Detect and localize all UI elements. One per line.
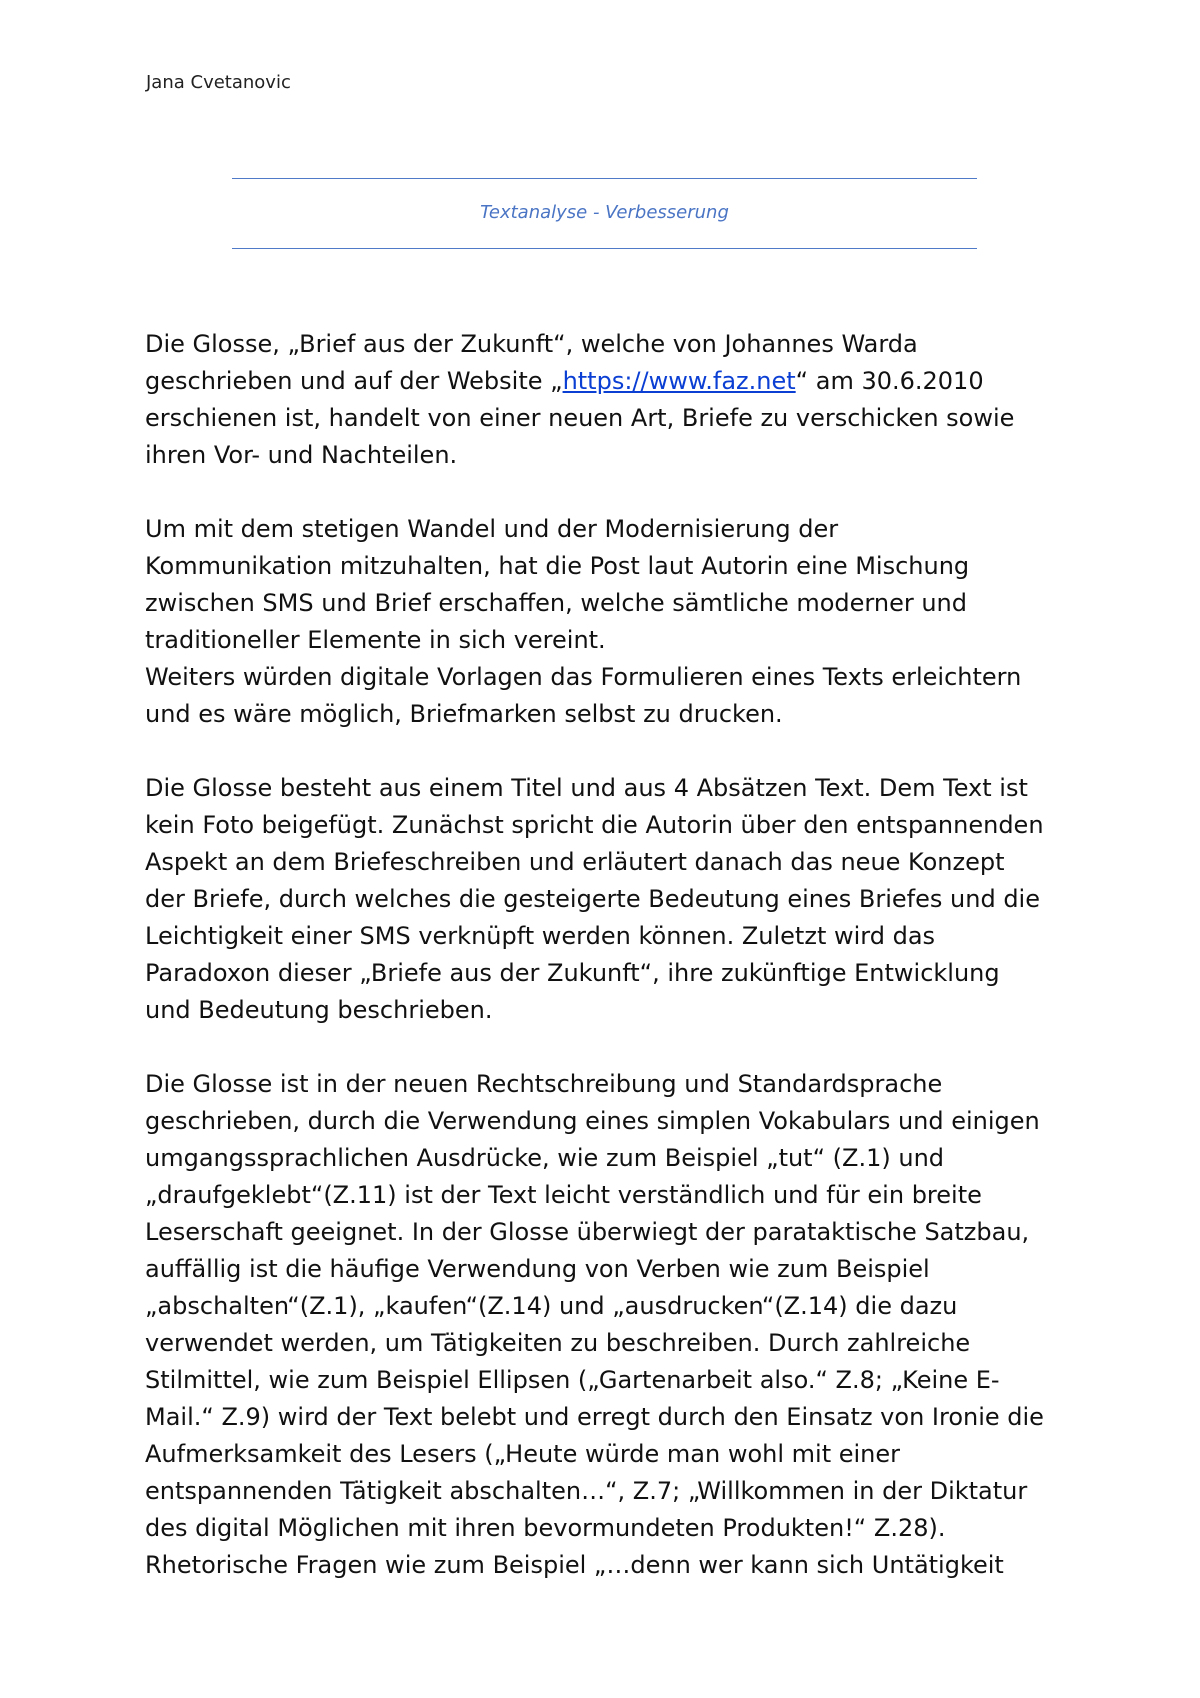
paragraph-gap [145, 474, 1090, 511]
text-line: „abschalten“(Z.1), „kaufen“(Z.14) und „ausdrucken“(Z.14) die dazu [145, 1292, 958, 1320]
text-line: und es wäre möglich, Briefmarken selbst zu drucken. [145, 700, 783, 728]
text-line: zwischen SMS und Brief erschaffen, welche sämtliche moderner und [145, 589, 967, 617]
text-line: Leserschaft geeignet. In der Glosse überwiegt der parataktische Satzbau, [145, 1218, 1030, 1246]
paragraph-2 [145, 511, 1090, 733]
text-line [145, 363, 1090, 400]
text-line: umgangssprachlichen Ausdrücke, wie zum Beispiel „tut“ (Z.1) und [145, 1144, 945, 1172]
author-name: Jana Cvetanovic [146, 72, 291, 93]
text-line: Weiters würden digitale Vorlagen das Formulieren eines Texts erleichtern [145, 663, 1022, 691]
text-line: erschienen ist, handelt von einer neuen Art, Briefe zu verschicken sowie [145, 404, 1015, 432]
text-line: der Briefe, durch welches die gesteigerte Bedeutung eines Briefes und die [145, 885, 1040, 913]
text-line: Aspekt an dem Briefeschreiben und erläutert danach das neue Konzept [145, 848, 1005, 876]
text-line: Paradoxon dieser „Briefe aus der Zukunft“, ihre zukünftige Entwicklung [145, 959, 1000, 987]
text-line: auffällig ist die häufige Verwendung von Verben wie zum Beispiel [145, 1255, 930, 1283]
text-line: Die Glosse ist in der neuen Rechtschreibung und Standardsprache [145, 1070, 943, 1098]
text-line: kein Foto beigefügt. Zunächst spricht die Autorin über den entspannenden [145, 811, 1044, 839]
text-line: Aufmerksamkeit des Lesers („Heute würde man wohl mit einer [145, 1440, 901, 1468]
text-line: Um mit dem stetigen Wandel und der Modernisierung der [145, 515, 839, 543]
text-line: Kommunikation mitzuhalten, hat die Post laut Autorin eine Mischung [145, 552, 970, 580]
text-line: des digital Möglichen mit ihren bevormundeten Produkten!“ Z.28). [145, 1514, 946, 1542]
text-line: und Bedeutung beschrieben. [145, 996, 493, 1024]
text-line: „draufgeklebt“(Z.11) ist der Text leicht verständlich und für ein breite [145, 1181, 982, 1209]
text-line: Rhetorische Fragen wie zum Beispiel „…denn wer kann sich Untätigkeit [145, 1551, 1004, 1579]
text-line: Die Glosse, „Brief aus der Zukunft“, welche von Johannes Warda [145, 330, 918, 358]
text-line: verwendet werden, um Tätigkeiten zu beschreiben. Durch zahlreiche [145, 1329, 971, 1357]
text-span: “ am 30.6.2010 [795, 367, 984, 395]
paragraph-4 [145, 1066, 1090, 1584]
text-line: entspannenden Tätigkeit abschalten…“, Z.7; „Willkommen in der Diktatur [145, 1477, 1028, 1505]
text-span: geschrieben und auf der Website „ [145, 367, 563, 395]
text-line: geschrieben, durch die Verwendung eines simplen Vokabulars und einigen [145, 1107, 1040, 1135]
document-body [145, 326, 1090, 1584]
paragraph-3 [145, 770, 1090, 1029]
website-link[interactable]: https://www.faz.net [562, 367, 796, 395]
text-line: Stilmittel, wie zum Beispiel Ellipsen („Gartenarbeit also.“ Z.8; „Keine E- [145, 1366, 1000, 1394]
text-line: Leichtigkeit einer SMS verknüpft werden können. Zuletzt wird das [145, 922, 936, 950]
text-line: ihren Vor- und Nachteilen. [145, 441, 458, 469]
title-rule-bottom [232, 248, 977, 249]
text-line: Mail.“ Z.9) wird der Text belebt und erregt durch den Einsatz von Ironie die [145, 1403, 1044, 1431]
paragraph-1 [145, 326, 1090, 474]
text-line: Die Glosse besteht aus einem Titel und aus 4 Absätzen Text. Dem Text ist [145, 774, 1028, 802]
title-rule-top [232, 178, 977, 179]
paragraph-gap [145, 733, 1090, 770]
text-line: traditioneller Elemente in sich vereint. [145, 626, 606, 654]
paragraph-gap [145, 1029, 1090, 1066]
document-title: Textanalyse - Verbesserung [480, 202, 729, 223]
